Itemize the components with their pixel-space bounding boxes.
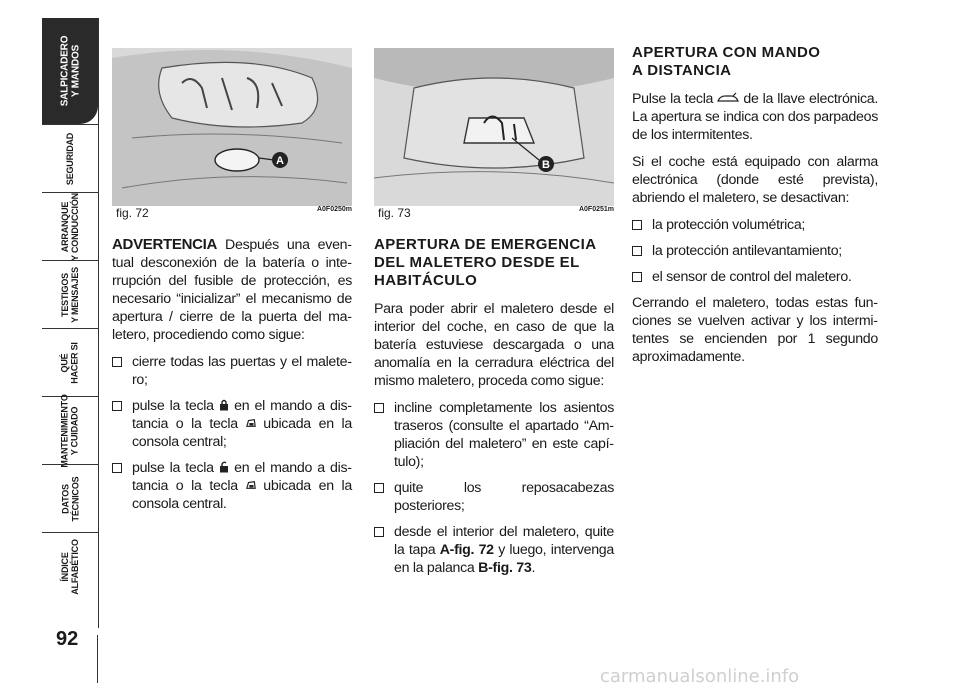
trunk-lid-illustration	[112, 48, 352, 206]
paragraph: Pulse la tecla de la llave electrónica. La apertura se indica con dos parpadeos de los intermitentes.	[632, 91, 878, 143]
lock-icon	[219, 399, 229, 411]
list-item: la protección antilevantamiento;	[632, 242, 878, 260]
chapter-tabs	[42, 18, 99, 628]
advertencia-paragraph: ADVERTENCIA Después una eventual desconexión de la batería o interrupción del fusible de protección, es necesario “inicializar” el mecanismo de apertura / cierre de la puerta del maletero, procediendo como sigue:	[112, 236, 352, 343]
list-item: la protección volumétrica;	[632, 216, 878, 234]
list-item: desde el interior del maletero, quite la tapa A-fig. 72 y luego, intervenga en la palanca B-fig. 73.	[374, 523, 614, 577]
tab-mantenimiento[interactable]: MANTENIMIENTO Y CUIDADO	[42, 396, 98, 465]
list-item: el sensor de control del maletero.	[632, 268, 878, 286]
svg-text:A: A	[276, 155, 284, 167]
intro-paragraph: Para poder abrir el maletero desde el interior del coche, en caso de que la batería estuviese descargada o una anomalía en la cerradura eléctrica del mismo maletero, proceda como sigue:	[374, 301, 614, 389]
section-title: APERTURA DE EMERGENCIA DEL MALETERO DESDE EL HABITÁCULO	[374, 236, 596, 289]
tab-datos[interactable]: DATOS TÉCNICOS	[42, 464, 98, 533]
paragraph: Si el coche está equipado con alarma electrónica (donde esté prevista), abriendo el maletero, se desactivan:	[632, 154, 878, 206]
trunk-lock-illustration	[374, 48, 614, 206]
paragraph: Cerrando el maletero, todas estas funciones se vuelven activar y los intermitentes se encienden por 1 segundo aproximadamente.	[632, 295, 878, 365]
list-item: incline completamente los asientos traseros (consulte el apartado “Ampliación del maletero” en este capítulo);	[374, 399, 614, 471]
advertencia-label: ADVERTENCIA	[112, 236, 218, 253]
svg-text:B: B	[542, 159, 550, 171]
tab-salpicadero[interactable]: SALPICADERO Y MANDOS	[42, 18, 98, 124]
unlock-icon	[219, 461, 229, 473]
section-title: APERTURA CON MANDO A DISTANCIA	[632, 44, 821, 79]
list-item: pulse la tecla en el mando a distancia o la tecla ubicada en la consola central.	[112, 459, 352, 513]
figure-code: A0F0251m	[578, 206, 614, 213]
figure-72	[112, 48, 352, 228]
tab-seguridad[interactable]: SEGURIDAD	[42, 124, 98, 193]
alarm-list	[632, 216, 878, 286]
divider	[97, 635, 98, 683]
tab-arranque[interactable]: ARRANQUE Y CONDUCCIÓN	[42, 192, 98, 261]
watermark: carmanualsonline.info	[600, 666, 800, 687]
page-number: 92	[56, 628, 79, 650]
figure-code: A0F0250m	[316, 206, 352, 213]
list-item: cierre todas las puertas y el maletero;	[112, 353, 352, 389]
figure-73	[374, 48, 614, 228]
column-mando-distancia	[632, 44, 878, 375]
steps-list	[374, 399, 614, 577]
tab-testigos[interactable]: TESTIGOS Y MENSAJES	[42, 260, 98, 329]
tab-que-hacer[interactable]: QUÉ HACER SI	[42, 328, 98, 397]
tab-indice[interactable]: ÍNDICE ALFABÉTICO	[42, 532, 98, 601]
list-item: pulse la tecla en el mando a distancia o la tecla ubicada en la consola central;	[112, 397, 352, 451]
list-item: quite los reposacabezas posteriores;	[374, 479, 614, 515]
trunk-key-icon	[246, 417, 256, 429]
steps-list	[112, 353, 352, 513]
car-trunk-icon	[717, 92, 739, 104]
figure-caption: fig. 73	[378, 206, 411, 220]
trunk-key-icon	[246, 479, 256, 491]
column-advertencia	[112, 236, 352, 521]
column-emergencia	[374, 236, 614, 585]
figure-caption: fig. 72	[116, 206, 149, 220]
